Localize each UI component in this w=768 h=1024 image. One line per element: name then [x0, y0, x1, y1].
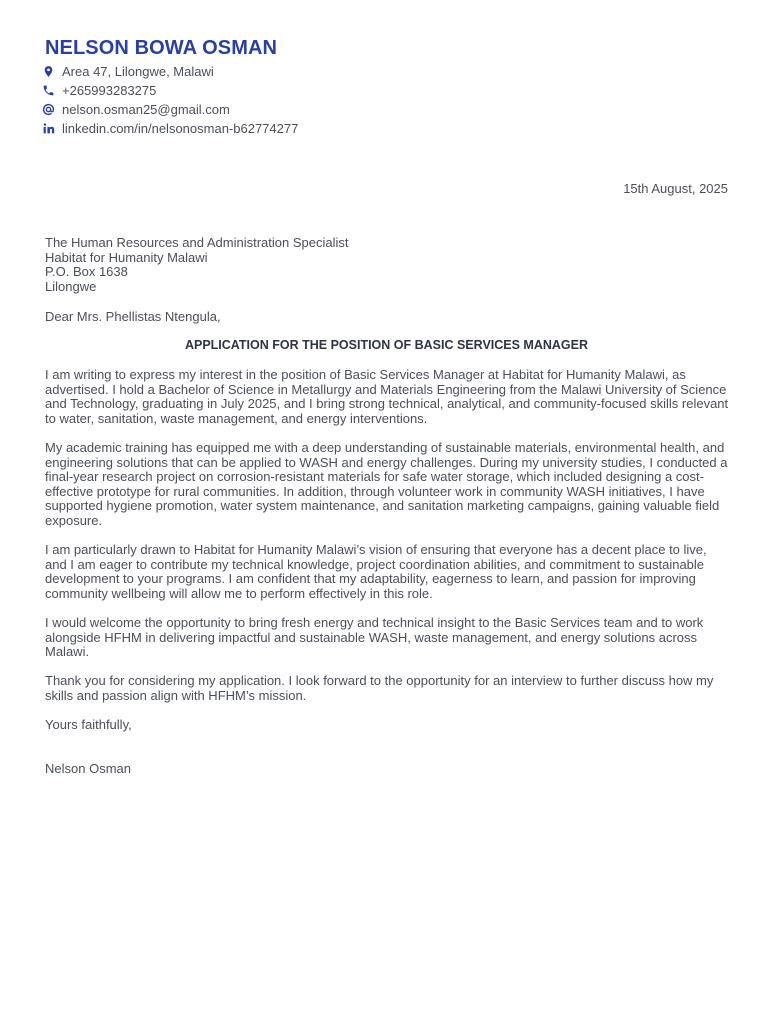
linkedin-icon — [40, 121, 56, 137]
recipient-block — [45, 236, 348, 294]
body-paragraph-2: My academic training has equipped me with a deep understanding of sustainable materials, environmental health, and engineering solutions that can be applied to WASH and energy challenges. During my university studies, I conducted a final-year research project on corrosion-resistant materials for safe water storage, which included designing a cost-effective prototype for rural communities. In addition, through volunteer work in community WASH initiatives, I have supported hygiene promotion, water system maintenance, and sanitation marketing campaigns, gaining valuable field exposure. — [45, 440, 728, 528]
contact-phone — [40, 81, 298, 100]
email-link[interactable]: nelson.osman25@gmail.com — [62, 102, 230, 117]
location-pin-icon — [40, 64, 56, 80]
recipient-organization: Habitat for Humanity Malawi — [45, 249, 208, 265]
phone-text: +265993283275 — [62, 83, 157, 98]
contact-list — [40, 62, 298, 138]
sender-name: NELSON BOWA OSMAN — [45, 37, 278, 59]
body-paragraph-4: I would welcome the opportunity to bring fresh energy and technical insight to the Basic Services team and to work alongside HFHM in delivering impactful and sustainable WASH, waste management, and energy solutions across Malawi. — [45, 615, 704, 660]
recipient-title: The Human Resources and Administration Specialist — [45, 235, 349, 250]
address-text: Area 47, Lilongwe, Malawi — [62, 64, 214, 79]
body-paragraph-3: I am particularly drawn to Habitat for Humanity Malawi’s vision of ensuring that everyone has a decent place to live, and I am eager to contribute my technical knowledge, project coordination abilities, and commitment to sustainable development to your programs. I am confident that my adaptability, eagerness to learn, and passion for improving community wellbeing will allow me to perform effectively in this role. — [45, 542, 707, 601]
signature-name: Nelson Osman — [45, 761, 131, 776]
body-paragraph-1: I am writing to express my interest in the position of Basic Services Manager at Habitat for Humanity Malawi, as advertised. I hold a Bachelor of Science in Metallurgy and Materials Engineering from the Malawi University of Science and Technology, graduating in July 2025, and I bring strong technical, analytical, and community-focused skills relevant to water, sanitation, waste management, and energy interventions. — [45, 367, 729, 426]
subject-line: APPLICATION FOR THE POSITION OF BASIC SERVICES MANAGER — [184, 338, 589, 352]
phone-icon — [40, 83, 56, 99]
closing: Yours faithfully, — [45, 717, 132, 732]
body-paragraph-5: Thank you for considering my application. I look forward to the opportunity for an interview to further discuss how my skills and passion align with HFHM’s mission. — [45, 673, 714, 703]
linkedin-link[interactable]: linkedin.com/in/nelsonosman-b62774277 — [62, 121, 299, 136]
recipient-city: Lilongwe — [45, 278, 97, 294]
recipient-po-box: P.O. Box 1638 — [45, 264, 128, 280]
salutation: Dear Mrs. Phellistas Ntengula, — [45, 309, 221, 324]
contact-linkedin[interactable] — [40, 119, 298, 138]
contact-email[interactable] — [40, 100, 298, 119]
at-icon — [40, 102, 56, 118]
letter-date: 15th August, 2025 — [623, 181, 728, 196]
contact-address — [40, 62, 298, 81]
